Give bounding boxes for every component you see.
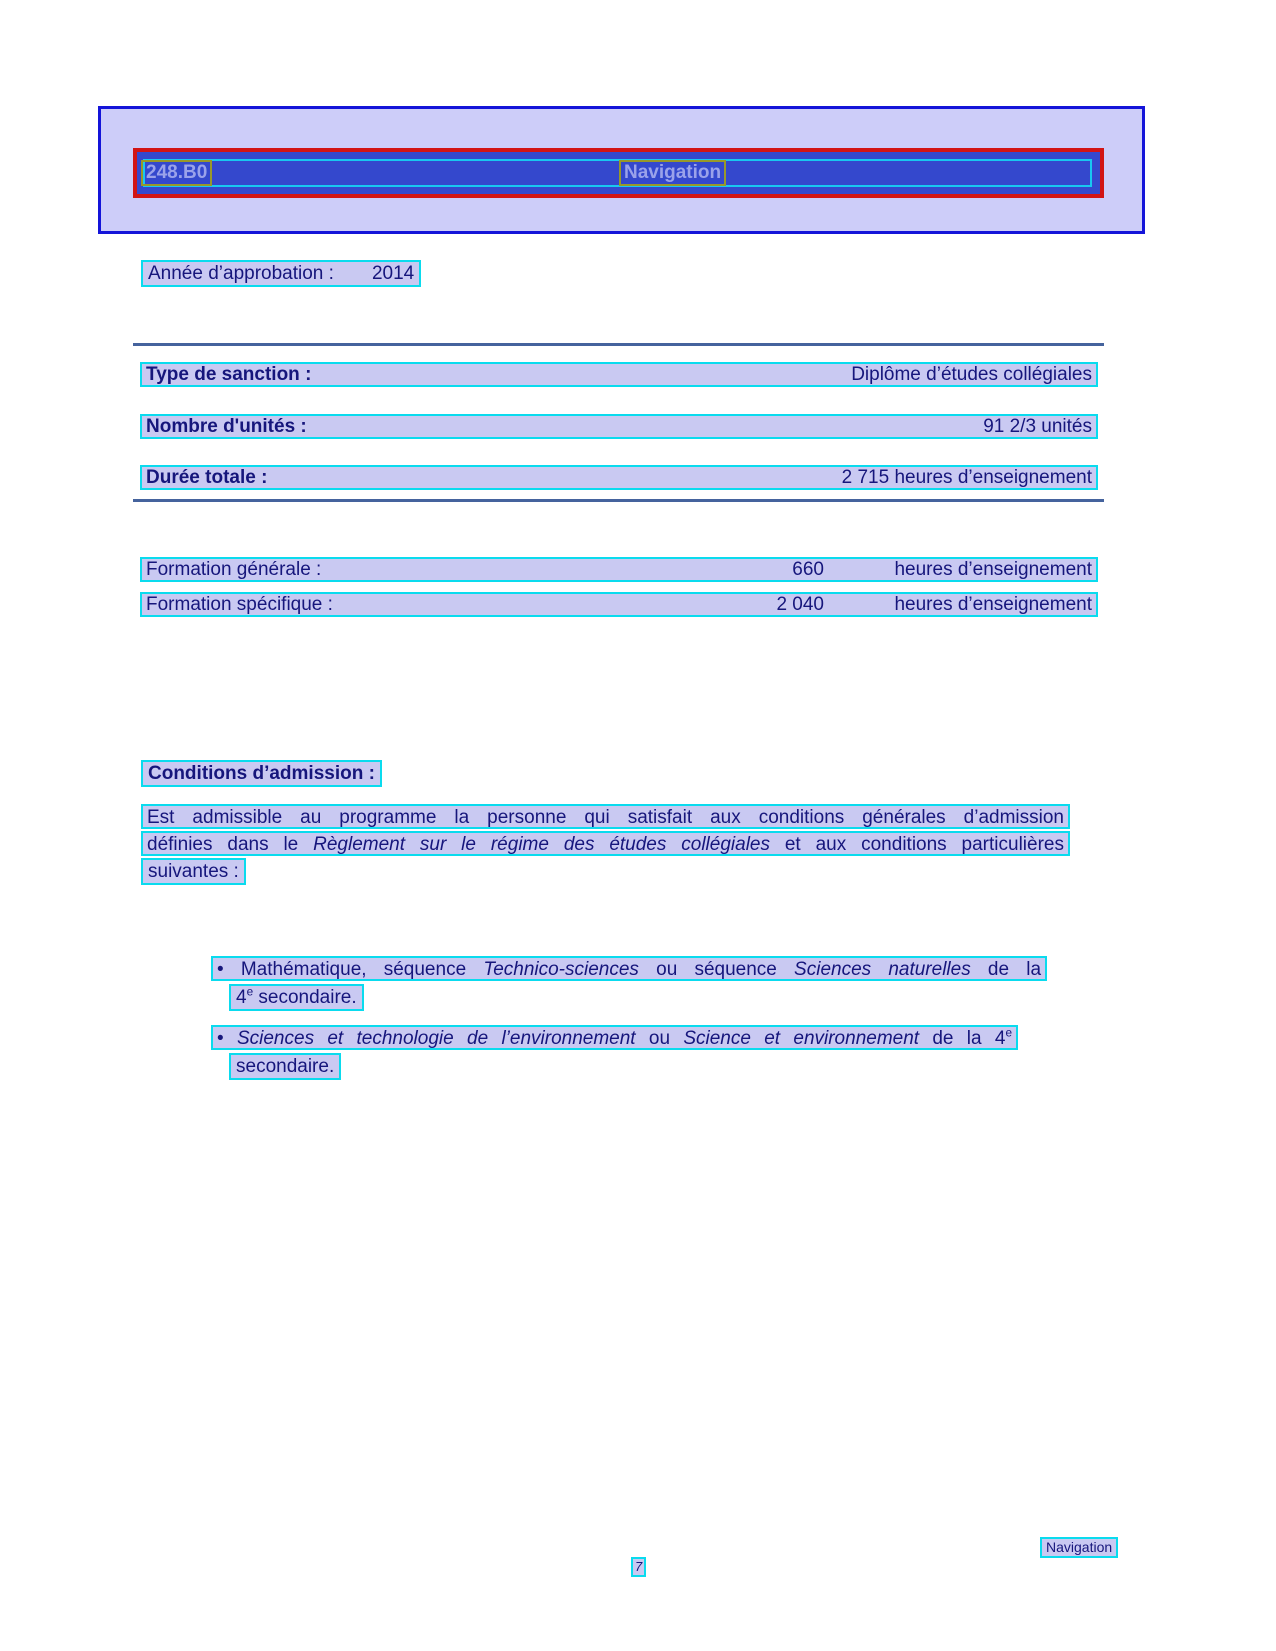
program-banner bbox=[133, 148, 1104, 198]
approval-label: Année d’approbation : bbox=[148, 263, 334, 284]
course-title: Sciences et technologie de l’environnement bbox=[236, 1028, 636, 1049]
bullet-icon: • bbox=[217, 1028, 224, 1049]
admission-heading: Conditions d’admission : bbox=[141, 760, 382, 787]
banner-line-highlight bbox=[143, 159, 1092, 187]
formation-hours: 2 040 bbox=[776, 594, 824, 615]
sanction-value: 91 2/3 unités bbox=[983, 416, 1092, 437]
course-title: Technico-sciences bbox=[483, 959, 639, 980]
sanction-row bbox=[140, 465, 1098, 490]
ordinal-superscript: e bbox=[1005, 1026, 1013, 1040]
course-title: Science et environnement bbox=[683, 1028, 920, 1049]
sanction-label: Durée totale : bbox=[146, 467, 268, 488]
formation-unit: heures d’enseignement bbox=[894, 559, 1092, 580]
bullet-text: 4 bbox=[236, 987, 247, 1008]
formation-label: Formation générale : bbox=[146, 559, 322, 580]
divider-top bbox=[133, 343, 1104, 346]
admission-bullet-continuation: secondaire. bbox=[229, 1053, 341, 1080]
program-code: 248.B0 bbox=[141, 160, 212, 186]
ordinal-superscript: e bbox=[246, 985, 254, 999]
formation-label: Formation spécifique : bbox=[146, 594, 333, 615]
formation-hours: 660 bbox=[792, 559, 824, 580]
sanction-value: 2 715 heures d’enseignement bbox=[841, 467, 1092, 488]
footer-navigation-label: Navigation bbox=[1040, 1537, 1118, 1558]
program-title: Navigation bbox=[619, 160, 726, 186]
sanction-row bbox=[140, 362, 1098, 387]
admission-paragraph-line bbox=[141, 831, 1070, 856]
bullet-text: Mathématique, séquence bbox=[240, 959, 484, 980]
program-header-box bbox=[98, 106, 1145, 234]
admission-paragraph-line: Est admissible au programme la personne qui satisfait aux conditions générales d’admission bbox=[141, 804, 1070, 829]
bullet-icon: • bbox=[217, 959, 224, 980]
regulation-title: Règlement sur le régime des études collégiales bbox=[313, 834, 770, 855]
sanction-value: Diplôme d’études collégiales bbox=[851, 364, 1092, 385]
admission-bullet-continuation bbox=[229, 984, 364, 1011]
formation-row bbox=[140, 557, 1098, 582]
bullet-text: ou bbox=[635, 1028, 684, 1049]
sanction-label: Nombre d'unités : bbox=[146, 416, 307, 437]
admission-bullet bbox=[211, 1025, 1018, 1050]
page-number: 7 bbox=[631, 1557, 646, 1577]
bullet-text: de la 4 bbox=[919, 1028, 1006, 1049]
admission-bullet bbox=[211, 956, 1047, 981]
approval-year-line bbox=[141, 260, 421, 287]
sanction-label: Type de sanction : bbox=[146, 364, 312, 385]
admission-paragraph-line: suivantes : bbox=[141, 858, 246, 885]
admission-text: et aux conditions particulières bbox=[769, 834, 1064, 855]
formation-unit: heures d’enseignement bbox=[894, 594, 1092, 615]
sanction-row bbox=[140, 414, 1098, 439]
bullet-text: secondaire. bbox=[253, 987, 357, 1008]
course-title: Sciences naturelles bbox=[794, 959, 971, 980]
approval-value: 2014 bbox=[371, 263, 415, 284]
formation-row bbox=[140, 592, 1098, 617]
divider-bottom bbox=[133, 499, 1104, 502]
bullet-text: ou séquence bbox=[638, 959, 795, 980]
bullet-text: de la bbox=[970, 959, 1042, 980]
admission-text: définies dans le bbox=[147, 834, 314, 855]
